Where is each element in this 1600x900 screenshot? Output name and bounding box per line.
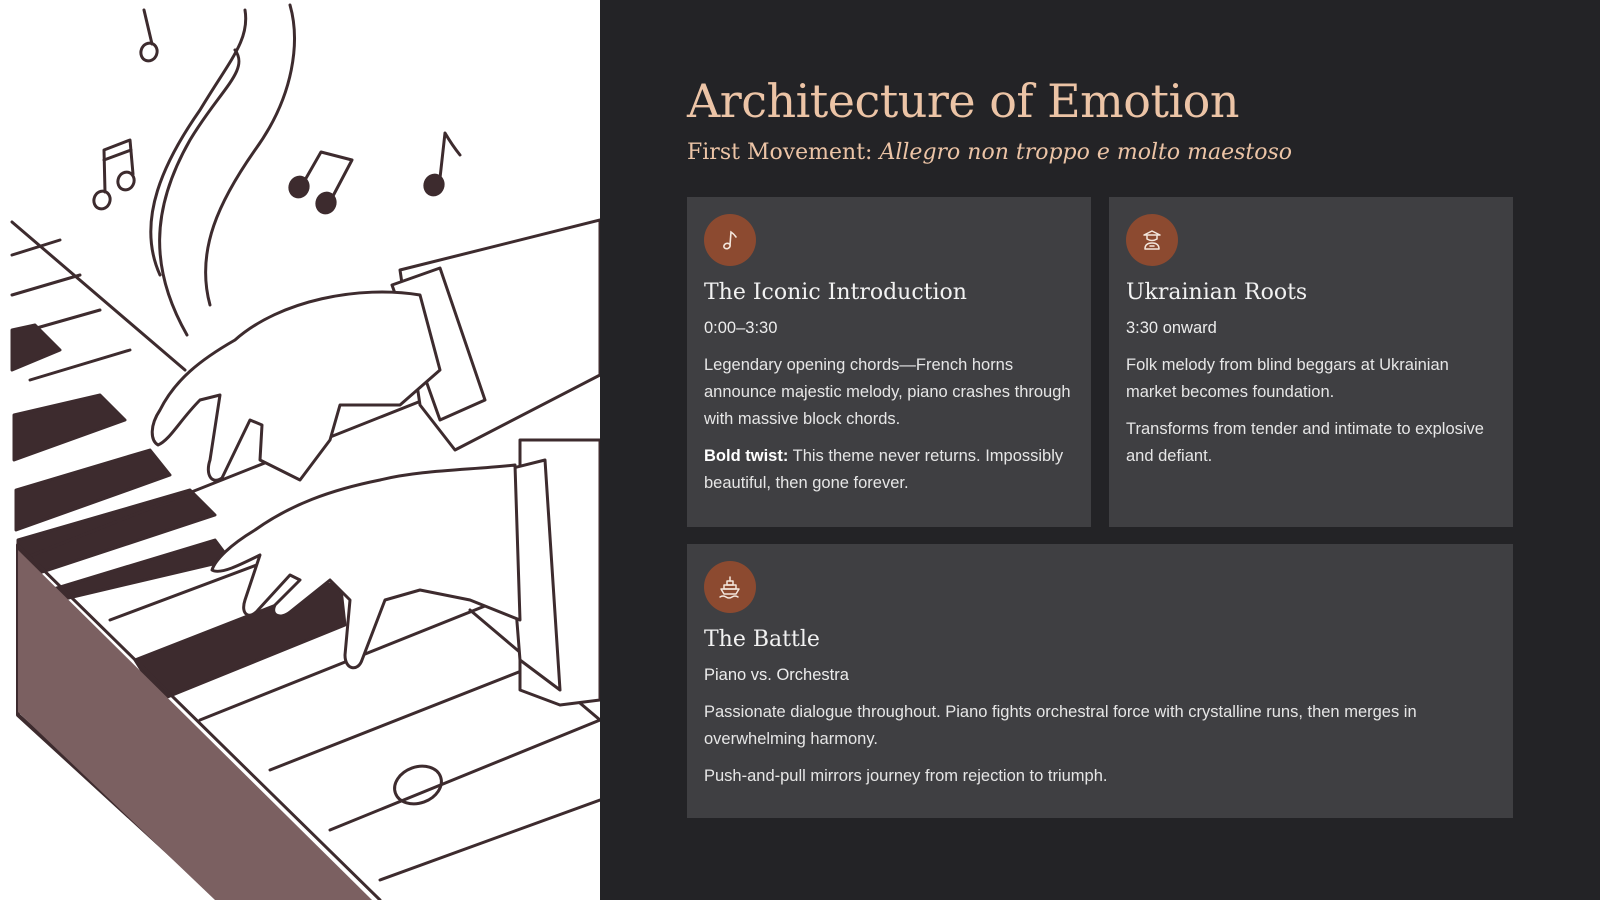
ship-icon (704, 561, 756, 613)
piano-illustration-svg (0, 0, 600, 900)
card-subtitle: Piano vs. Orchestra (704, 666, 849, 684)
card-note (704, 443, 1074, 497)
subtitle-tempo: Allegro non troppo e molto maestoso (879, 140, 1293, 165)
card-description: Legendary opening chords—French horns announce majestic melody, piano crashes through with massive block chords. (704, 356, 1071, 428)
folk-person-icon (1126, 214, 1178, 266)
music-note-icon (704, 214, 756, 266)
card-note: Transforms from tender and intimate to explosive and defiant. (1126, 420, 1484, 465)
bold-twist-label: Bold twist: (704, 447, 789, 465)
card-the-battle (687, 544, 1513, 818)
page-subtitle (687, 140, 1292, 165)
content-panel (600, 0, 1600, 900)
card-title: The Iconic Introduction (704, 280, 967, 305)
card-description: Folk melody from blind beggars at Ukrainian market becomes foundation. (1126, 356, 1449, 401)
card-iconic-introduction (687, 197, 1091, 527)
card-title: The Battle (704, 627, 820, 652)
bold-twist-text: This theme never returns. Impossibly beautiful, then gone forever. (704, 447, 1064, 492)
card-note: Push-and-pull mirrors journey from rejection to triumph. (704, 767, 1108, 785)
piano-hands-illustration (0, 0, 600, 900)
card-time: 0:00–3:30 (704, 319, 778, 337)
card-time: 3:30 onward (1126, 319, 1217, 337)
card-description: Passionate dialogue throughout. Piano fights orchestral force with crystalline runs, then merges in overwhelming harmony. (704, 703, 1417, 748)
page-title: Architecture of Emotion (687, 74, 1239, 128)
card-ukrainian-roots (1109, 197, 1513, 527)
subtitle-prefix: First Movement: (687, 140, 880, 165)
card-title: Ukrainian Roots (1126, 280, 1308, 305)
